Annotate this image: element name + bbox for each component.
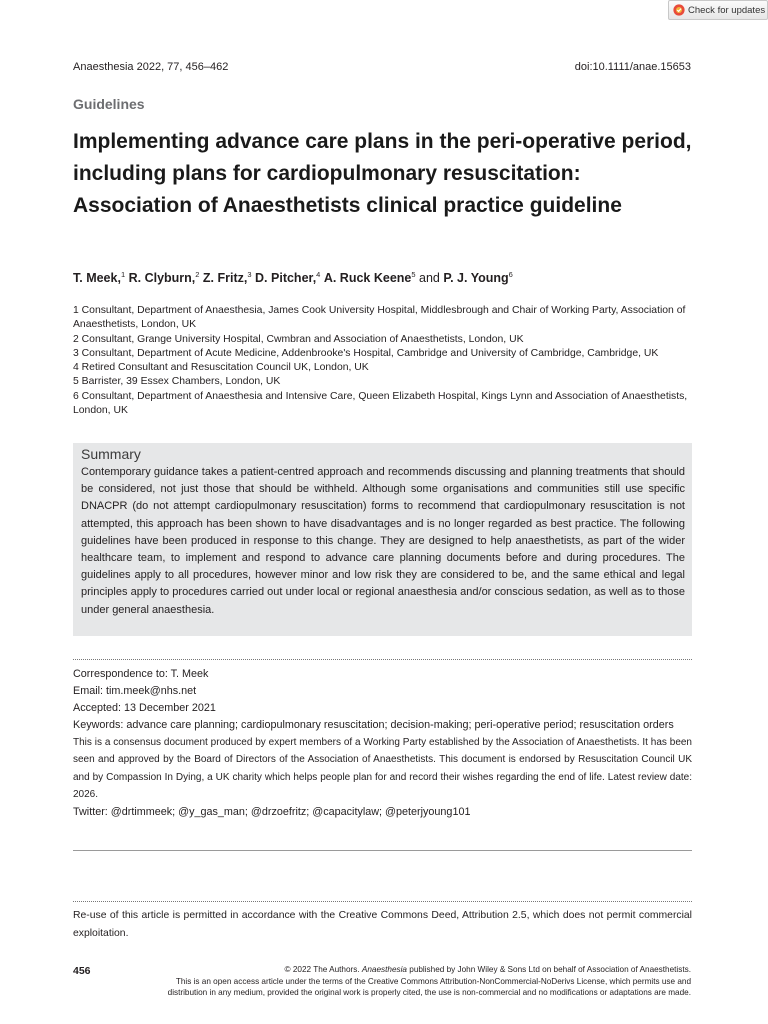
author-affiliation-ref: 6 bbox=[508, 270, 513, 279]
affiliation-item: 6 Consultant, Department of Anaesthesia and Intensive Care, Queen Elizabeth Hospital, Kings Lynn and Association of Anaesthetists, London, UK bbox=[73, 390, 688, 417]
footer-copyright-pre: © 2022 The Authors. bbox=[284, 965, 362, 974]
affiliation-item: 2 Consultant, Grange University Hospital, Cwmbran and Association of Anaesthetists, London, UK bbox=[73, 333, 524, 345]
footer-copyright-post: published by John Wiley & Sons Ltd on behalf of Association of Anaesthetists. bbox=[406, 965, 691, 974]
divider-top bbox=[73, 659, 692, 660]
check-for-updates-label: Check for updates bbox=[688, 4, 766, 16]
page-number: 456 bbox=[73, 965, 91, 977]
author-affiliation-ref: 3 bbox=[247, 270, 252, 279]
author-name: Z. Fritz, bbox=[202, 271, 248, 286]
author-name: T. Meek, bbox=[73, 271, 121, 286]
summary-heading: Summary bbox=[81, 446, 141, 462]
doi-link[interactable]: doi:10.1111/anae.15653 bbox=[574, 61, 691, 73]
author-affiliation-ref: 2 bbox=[195, 270, 200, 279]
author-affiliation-ref: 1 bbox=[120, 270, 126, 279]
affiliation-item: 3 Consultant, Department of Acute Medicine, Addenbrooke's Hospital, Cambridge and University of Cambridge, Cambridge, UK bbox=[73, 347, 659, 359]
twitter-handles: Twitter: @drtimmeek; @y_gas_man; @drzoefritz; @capacitylaw; @peterjyoung101 bbox=[73, 805, 471, 818]
footer-copyright-line bbox=[91, 964, 691, 976]
affiliation-item: 1 Consultant, Department of Anaesthesia, James Cook University Hospital, Middlesbrough and Chair of Working Party, Association of Anaesthetists, London, UK bbox=[73, 305, 686, 331]
article-title: Implementing advance care plans in the peri-operative period, including plans for cardiopulmonary resuscitation: Association of Anaesthetists clinical practice guideline bbox=[73, 130, 692, 217]
divider-solid bbox=[73, 850, 692, 851]
author-name: R. Clyburn, bbox=[128, 271, 196, 286]
author-name: A. Ruck Keene bbox=[323, 271, 412, 286]
author-name: D. Pitcher, bbox=[255, 271, 317, 286]
accepted-date: Accepted: 13 December 2021 bbox=[73, 702, 216, 714]
author-list bbox=[73, 270, 513, 285]
author-affiliation-ref: 4 bbox=[316, 270, 321, 279]
reuse-statement: Re-use of this article is permitted in accordance with the Creative Commons Deed, Attribution 2.5, which does not permit commercial exploitation. bbox=[73, 910, 692, 939]
section-label: Guidelines bbox=[73, 96, 145, 112]
correspondence-email[interactable]: Email: tim.meek@nhs.net bbox=[73, 685, 197, 697]
correspondence-block bbox=[73, 666, 692, 821]
affiliation-item: 4 Retired Consultant and Resuscitation Council UK, London, UK bbox=[73, 362, 369, 374]
affiliation-list bbox=[73, 304, 693, 418]
journal-citation: Anaesthesia 2022, 77, 456–462 bbox=[73, 61, 229, 73]
check-for-updates-button[interactable] bbox=[668, 0, 768, 20]
footer-license-line: This is an open access article under the terms of the Creative Commons Attribution-NonCommercial-NoDerivs License, which permits use and bbox=[175, 976, 691, 986]
crossmark-icon bbox=[673, 4, 685, 16]
correspondence-author: Correspondence to: T. Meek bbox=[73, 668, 209, 680]
divider-bottom bbox=[73, 901, 692, 902]
affiliation-item: 5 Barrister, 39 Essex Chambers, London, UK bbox=[73, 376, 281, 388]
keywords: Keywords: advance care planning; cardiopulmonary resuscitation; decision-making; peri-operative period; resuscitation orders bbox=[73, 719, 674, 731]
footer-journal-name: Anaesthesia bbox=[361, 965, 407, 974]
footer-license-line: distribution in any medium, provided the original work is properly cited, the use is non-commercial and no modifications or adaptations are made. bbox=[167, 988, 691, 998]
author-conjunction: and bbox=[419, 271, 440, 286]
author-name: P. J. Young bbox=[443, 271, 509, 286]
author-affiliation-ref: 5 bbox=[411, 270, 416, 279]
summary-box bbox=[73, 443, 692, 636]
footer-license bbox=[91, 964, 691, 999]
summary-text: Contemporary guidance takes a patient-centred approach and recommends discussing and planning treatments that should be considered, not just those that should be withheld. Although some organisations and communities still use specific DNACPR (do not attempt cardiopulmonary resuscitation) forms to recommend that cardiopulmonary resuscitation is not attempted, this approach has been shown to have disadvantages and is no longer regarded as best practice. The following guidelines have been produced in response to this change. They are designed to help anaesthetists, as part of the wider healthcare team, to implement and respond to advance care planning documents before and during procedures. The guidelines apply to all procedures, however minor and low risk they are considered to be, and the same ethical and legal principles apply to procedures carried out under local or regional anaesthesia and/or conscious sedation, as well as to those under general anaesthesia. bbox=[81, 466, 685, 616]
consensus-statement: This is a consensus document produced by expert members of a Working Party established by the Association of Anaesthetists. It has been seen and approved by the Board of Directors of the Association of Anaesthetists. This document is endorsed by Resuscitation Council UK and by Compassion In Dying, a UK charity which helps people plan for and record their wishes regarding the end of life. Latest review date: 2026. bbox=[73, 736, 692, 800]
